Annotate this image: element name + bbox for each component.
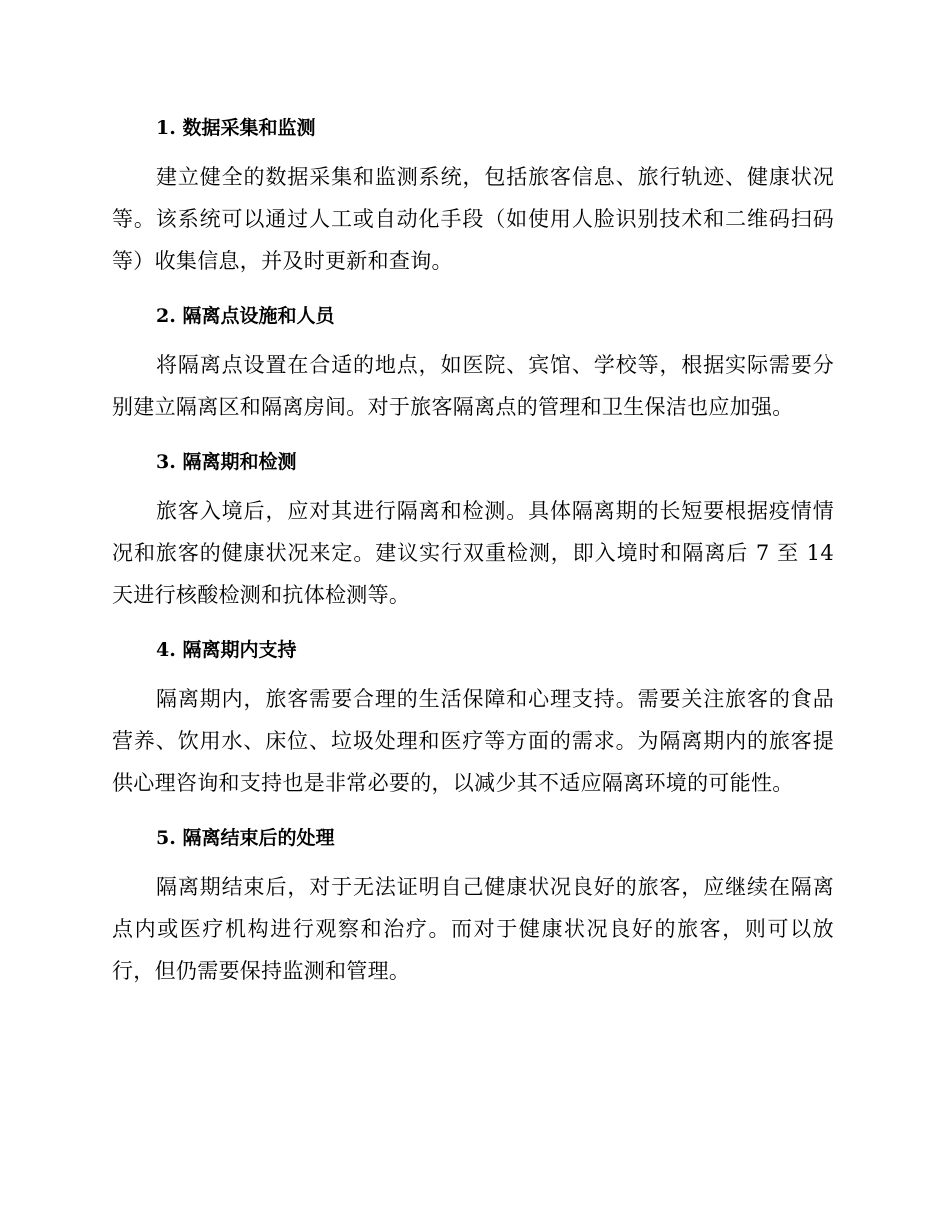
section-heading: 4. 隔离期内支持 <box>156 639 297 661</box>
section-heading: 3. 隔离期和检测 <box>156 451 297 473</box>
section-paragraph: 建立健全的数据采集和监测系统，包括旅客信息、旅行轨迹、健康状况等。该系统可以通过人工或自动化手段（如使用人脸识别技术和二维码扫码等）收集信息，并及时更新和查询。 <box>112 165 834 273</box>
document-body <box>112 108 834 1006</box>
section-paragraph: 旅客入境后，应对其进行隔离和检测。具体隔离期的长短要根据疫情情况和旅客的健康状况来定。建议实行双重检测，即入境时和隔离后 7 至 14 天进行核酸检测和抗体检测等。 <box>112 499 834 607</box>
section-heading: 2. 隔离点设施和人员 <box>156 305 335 327</box>
section-paragraph: 隔离期结束后，对于无法证明自己健康状况良好的旅客，应继续在隔离点内或医疗机构进行观察和治疗。而对于健康状况良好的旅客，则可以放行，但仍需要保持监测和管理。 <box>112 875 834 983</box>
section-paragraph: 隔离期内，旅客需要合理的生活保障和心理支持。需要关注旅客的食品营养、饮用水、床位、垃圾处理和医疗等方面的需求。为隔离期内的旅客提供心理咨询和支持也是非常必要的，以减少其不适应隔离环境的可能性。 <box>112 687 834 795</box>
section-heading: 1. 数据采集和监测 <box>156 117 316 139</box>
section-heading: 5. 隔离结束后的处理 <box>156 827 335 849</box>
section-paragraph: 将隔离点设置在合适的地点，如医院、宾馆、学校等，根据实际需要分别建立隔离区和隔离房间。对于旅客隔离点的管理和卫生保洁也应加强。 <box>112 353 834 419</box>
